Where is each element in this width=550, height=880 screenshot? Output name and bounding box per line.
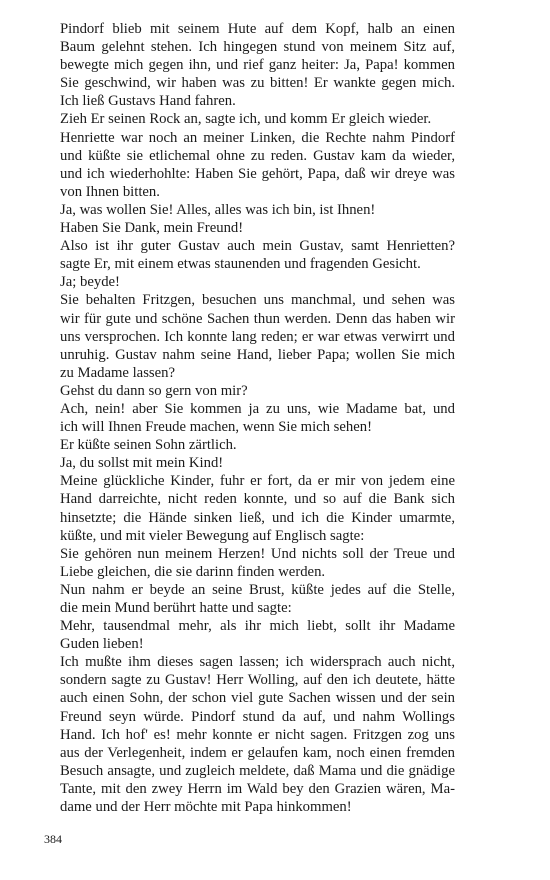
text-line: und ich wiederhohlte: Haben Sie gehört, Papa, daß wir dreye was bbox=[60, 165, 455, 182]
text-line: wir für gute und schöne Sachen thun werden. Denn das haben wir bbox=[60, 310, 455, 327]
text-line: bewegte mich gegen ihn, und rief ganz heiter: Ja, Papa! kommen bbox=[60, 57, 455, 74]
text-line: Hand darreichte, nicht reden konnte, und so auf die Bank sich bbox=[60, 491, 455, 508]
text-line: auch einen Sohn, der schon viel gute Sachen wissen und der sein bbox=[60, 690, 455, 707]
text-line: uns versprochen. Ich konnte lang reden; er war etwas verwirrt und bbox=[60, 328, 455, 345]
text-line: sondern sagte zu Gustav! Herr Wolling, auf den ich deutete, hätte bbox=[60, 672, 455, 689]
paragraph bbox=[44, 436, 455, 454]
paragraph bbox=[44, 545, 455, 581]
text-line: von Ihnen bitten. bbox=[60, 183, 160, 200]
text-line: dame und der Herr möchte mit Papa hinkommen! bbox=[60, 799, 352, 816]
paragraph bbox=[44, 237, 455, 273]
text-line: Ich ließ Gustavs Hand fahren. bbox=[60, 93, 236, 110]
text-line: Besuch ansagte, und zugleich meldete, daß Mama und die gnädige bbox=[60, 762, 455, 779]
text-line: Ja, du sollst mit mein Kind! bbox=[60, 455, 224, 472]
page-number: 384 bbox=[44, 832, 62, 846]
text-line: Ach, nein! aber Sie kommen ja zu uns, wie Madame bat, und bbox=[60, 400, 455, 417]
paragraph bbox=[44, 129, 455, 201]
paragraph bbox=[44, 653, 455, 816]
text-line: zu Madame lassen? bbox=[60, 364, 176, 381]
text-line: Ich mußte ihm dieses sagen lassen; ich widersprach auch nicht, bbox=[60, 654, 455, 671]
text-line: sagte Er, mit einem etwas staunenden und fragenden Gesicht. bbox=[60, 256, 421, 273]
paragraph bbox=[44, 400, 455, 436]
text-line: Mehr, tausendmal mehr, als ihr mich liebt, sollt ihr Madame bbox=[60, 618, 455, 635]
text-line: Baum gelehnt stehen. Ich hingegen stund von meinem Sitz auf, bbox=[60, 39, 455, 56]
paragraph bbox=[44, 219, 455, 237]
paragraph bbox=[44, 454, 455, 472]
paragraph bbox=[44, 110, 455, 128]
text-line: Er küßte seinen Sohn zärtlich. bbox=[60, 437, 237, 454]
text-line: Liebe gleichen, die sie darinn finden werden. bbox=[60, 563, 326, 580]
text-line: Sie gehören nun meinem Herzen! Und nichts soll der Treue und bbox=[60, 545, 455, 562]
text-line: Ja, was wollen Sie! Alles, alles was ich bin, ist Ihnen! bbox=[60, 201, 376, 218]
text-line: Freund seyn würde. Pindorf stund da auf, und nahm Wollings bbox=[60, 708, 455, 725]
text-line: aus der Verlegenheit, indem er gelaufen kam, noch einen fremden bbox=[60, 744, 455, 761]
paragraph bbox=[44, 273, 455, 291]
book-page bbox=[44, 20, 455, 860]
text-line: Guden lieben! bbox=[60, 636, 144, 653]
paragraph bbox=[44, 472, 455, 544]
text-line: Nun nahm er beyde an seine Brust, küßte jedes auf die Stelle, bbox=[60, 581, 455, 598]
paragraph bbox=[44, 201, 455, 219]
text-line: unruhig. Gustav nahm seine Hand, lieber Papa; wollen Sie mich bbox=[60, 346, 455, 363]
text-line: Sie behalten Fritzgen, besuchen uns manchmal, und sehen was bbox=[60, 292, 455, 309]
paragraph bbox=[44, 617, 455, 653]
text-line: Henriette war noch an meiner Linken, die Rechte nahm Pindorf bbox=[60, 129, 455, 146]
text-line: Hand. Ich hof' es! mehr konnte er nicht sagen. Fritzgen zog uns bbox=[60, 726, 455, 743]
text-line: Haben Sie Dank, mein Freund! bbox=[60, 220, 244, 237]
paragraph bbox=[44, 382, 455, 400]
text-line: die mein Mund berührt hatte und sagte: bbox=[60, 600, 292, 616]
paragraph bbox=[44, 581, 455, 617]
text-line: Ja; beyde! bbox=[60, 274, 120, 291]
text-line: Gehst du dann so gern von mir? bbox=[60, 382, 248, 399]
body-text bbox=[44, 20, 455, 816]
text-line: hinsetzte; die Hände sinken ließ, und ich die Kinder umarmte, bbox=[60, 509, 455, 526]
text-line: Pindorf blieb mit seinem Hute auf dem Kopf, halb an einen bbox=[60, 21, 455, 37]
text-line: Zieh Er seinen Rock an, sagte ich, und komm Er gleich wieder. bbox=[60, 111, 432, 128]
text-line: Also ist ihr guter Gustav auch mein Gustav, samt Henrietten? bbox=[60, 238, 455, 255]
paragraph bbox=[44, 291, 455, 381]
text-line: Meine glückliche Kinder, fuhr er fort, da er mir von jedem eine bbox=[60, 473, 455, 490]
text-line: und küßte sie etlichemal ohne zu reden. Gustav kam da wieder, bbox=[60, 147, 455, 164]
paragraph bbox=[44, 20, 455, 110]
text-line: küßte, und mit vieler Bewegung auf Englisch sagte: bbox=[60, 527, 365, 544]
text-line: Sie geschwind, wir haben was zu bitten! Er wankte gegen mich. bbox=[60, 75, 455, 92]
text-line: ich will Ihnen Freude machen, wenn Sie mich sehen! bbox=[60, 419, 373, 436]
text-line: Tante, mit den zwey Herrn im Wald bey den Grazien wären, Ma- bbox=[60, 780, 455, 797]
